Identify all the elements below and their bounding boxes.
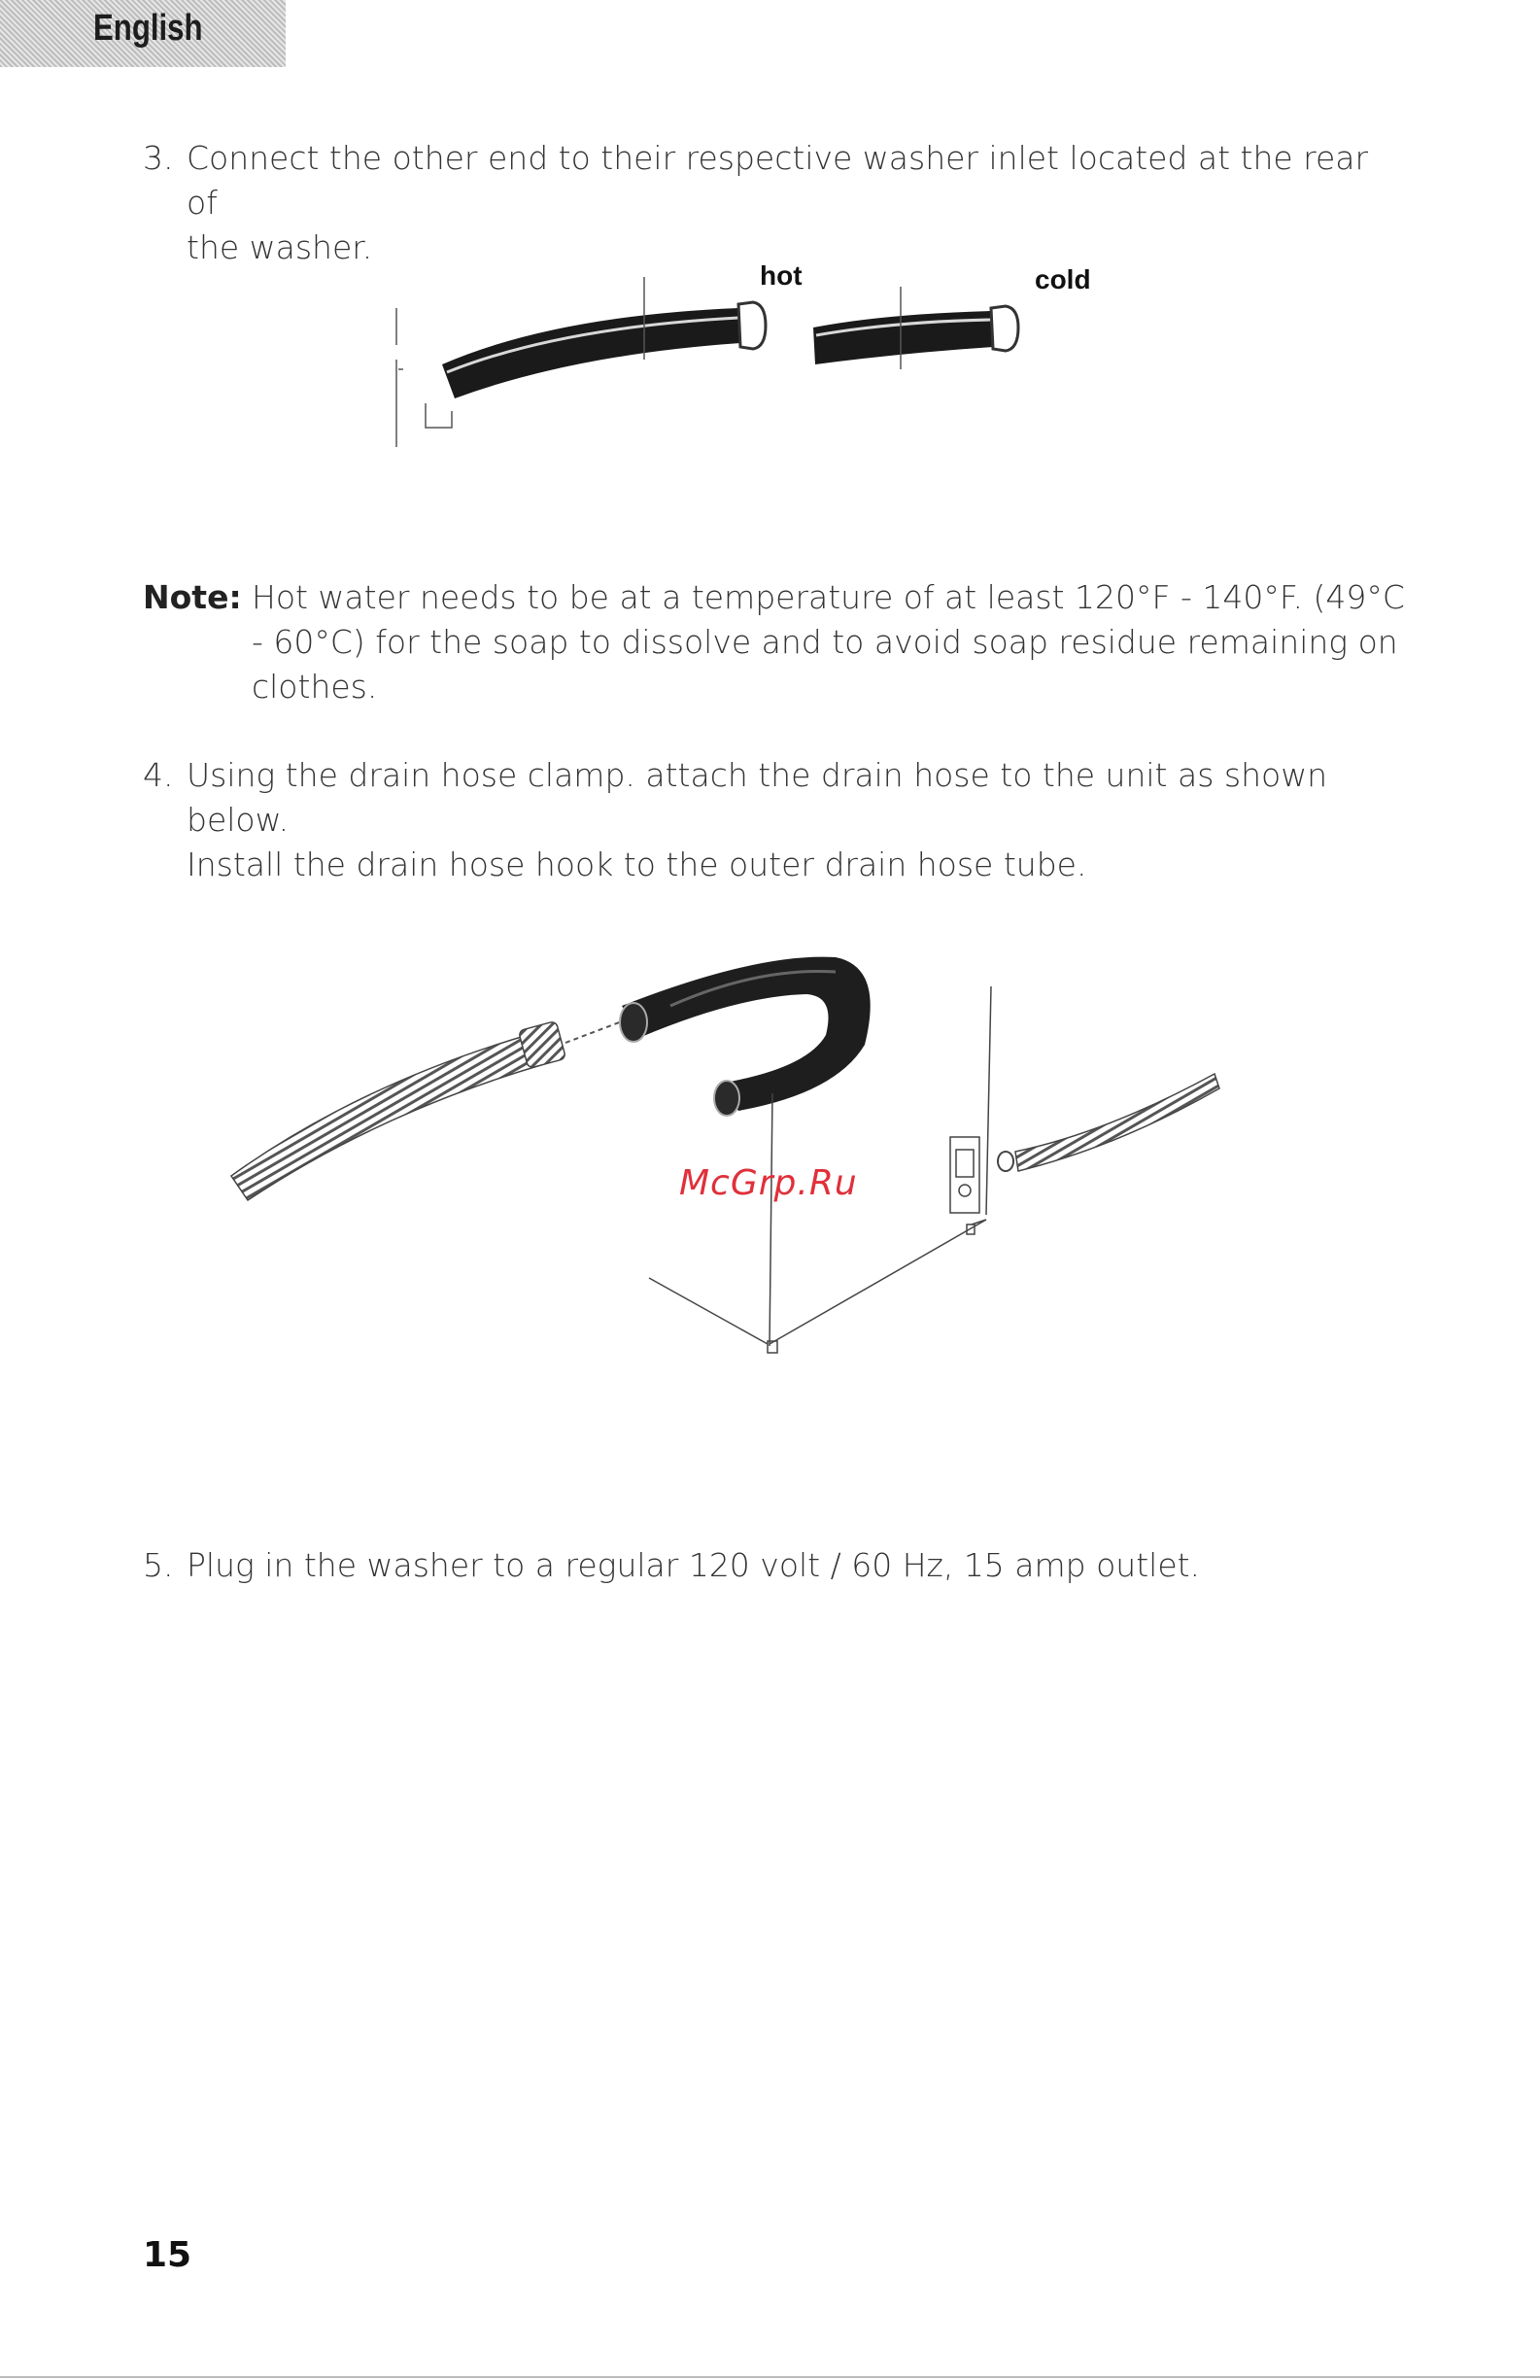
step-5-line-1: Plug in the washer to a regular 120 volt / 60 Hz, 15 amp outlet.	[187, 1546, 1201, 1584]
note-line-1: Hot water needs to be at a temperature of at least 120°F - 140°F. (49°C	[252, 578, 1405, 616]
note-block	[143, 575, 1425, 709]
note-line-3: clothes.	[252, 668, 378, 706]
corrugated-drain-hose	[231, 1033, 544, 1200]
note-label: Note:	[143, 578, 242, 616]
page-number: 15	[143, 2235, 192, 2275]
step-4-line-2: Install the drain hose hook to the outer drain hose tube.	[187, 845, 1087, 883]
drain-hose-hook	[620, 957, 871, 1116]
cold-hose	[813, 287, 1018, 369]
cold-label: cold	[1035, 264, 1091, 294]
step-3	[143, 136, 1406, 270]
step-3-line-1: Connect the other end to their respective washer inlet located at the rear of	[187, 139, 1369, 222]
language-tab	[0, 0, 286, 67]
step-4-number: 4.	[143, 756, 174, 794]
step-5-number: 5.	[143, 1546, 174, 1584]
step-3-line-2: the washer.	[187, 228, 373, 266]
watermark: McGrp.Ru	[679, 1163, 858, 1203]
hot-label: hot	[760, 260, 803, 291]
outer-drain-hose-tube	[1015, 1074, 1219, 1171]
note-line-2: - 60°C) for the soap to dissolve and to avoid soap residue remaining on	[252, 623, 1398, 661]
drain-hose-figure	[214, 928, 1244, 1365]
step-4	[143, 753, 1425, 887]
language-tab-label: English	[93, 8, 203, 49]
step-5	[143, 1543, 1425, 1588]
step-4-line-1: Using the drain hose clamp. attach the drain hose to the unit as shown below.	[187, 756, 1328, 839]
hot-hose	[396, 277, 766, 447]
step-3-number: 3.	[143, 139, 174, 177]
bottom-rule	[0, 2376, 1540, 2378]
inlet-hoses-figure	[379, 258, 1117, 462]
